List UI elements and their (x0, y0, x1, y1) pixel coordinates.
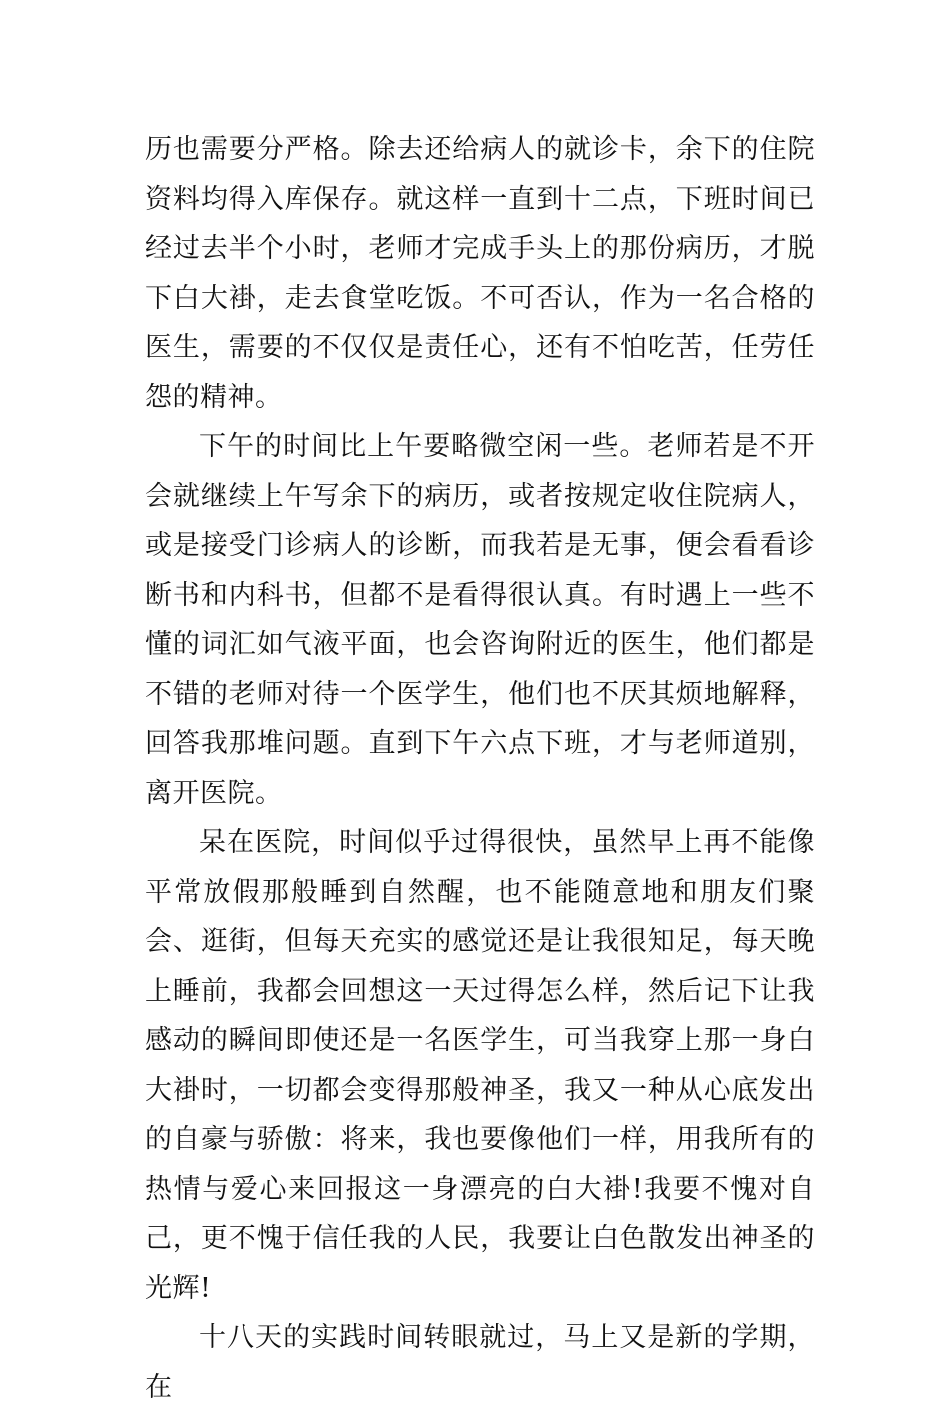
document-page (145, 125, 815, 1412)
paragraph-3: 呆在医院，时间似乎过得很快，虽然早上再不能像平常放假那般睡到自然醒，也不能随意地和朋友们聚会、逛街，但每天充实的感觉还是让我很知足，每天晚上睡前，我都会回想这一天过得怎么样，然后记下让我感动的瞬间即使还是一名医学生，可当我穿上那一身白大褂时，一切都会变得那般神圣，我又一种从心底发出的自豪与骄傲：将来，我也要像他们一样，用我所有的热情与爱心来回报这一身漂亮的白大褂!我要不愧对自己，更不愧于信任我的人民，我要让白色散发出神圣的光辉! (145, 827, 815, 1304)
paragraph-2: 下午的时间比上午要略微空闲一些。老师若是不开会就继续上午写余下的病历，或者按规定收住院病人，或是接受门诊病人的诊断，而我若是无事，便会看看诊断书和内科书，但都不是看得很认真。有时遇上一些不懂的词汇如气液平面，也会咨询附近的医生，他们都是不错的老师对待一个医学生，他们也不厌其烦地解释，回答我那堆问题。直到下午六点下班，才与老师道别，离开医院。 (145, 431, 815, 809)
paragraph-1: 历也需要分严格。除去还给病人的就诊卡，余下的住院资料均得入库保存。就这样一直到十二点，下班时间已经过去半个小时，老师才完成手头上的那份病历，才脱下白大褂，走去食堂吃饭。不可否认，作为一名合格的医生，需要的不仅仅是责任心，还有不怕吃苦，任劳任怨的精神。 (145, 134, 815, 413)
paragraph-4: 十八天的实践时间转眼就过，马上又是新的学期，在 (145, 1322, 815, 1403)
